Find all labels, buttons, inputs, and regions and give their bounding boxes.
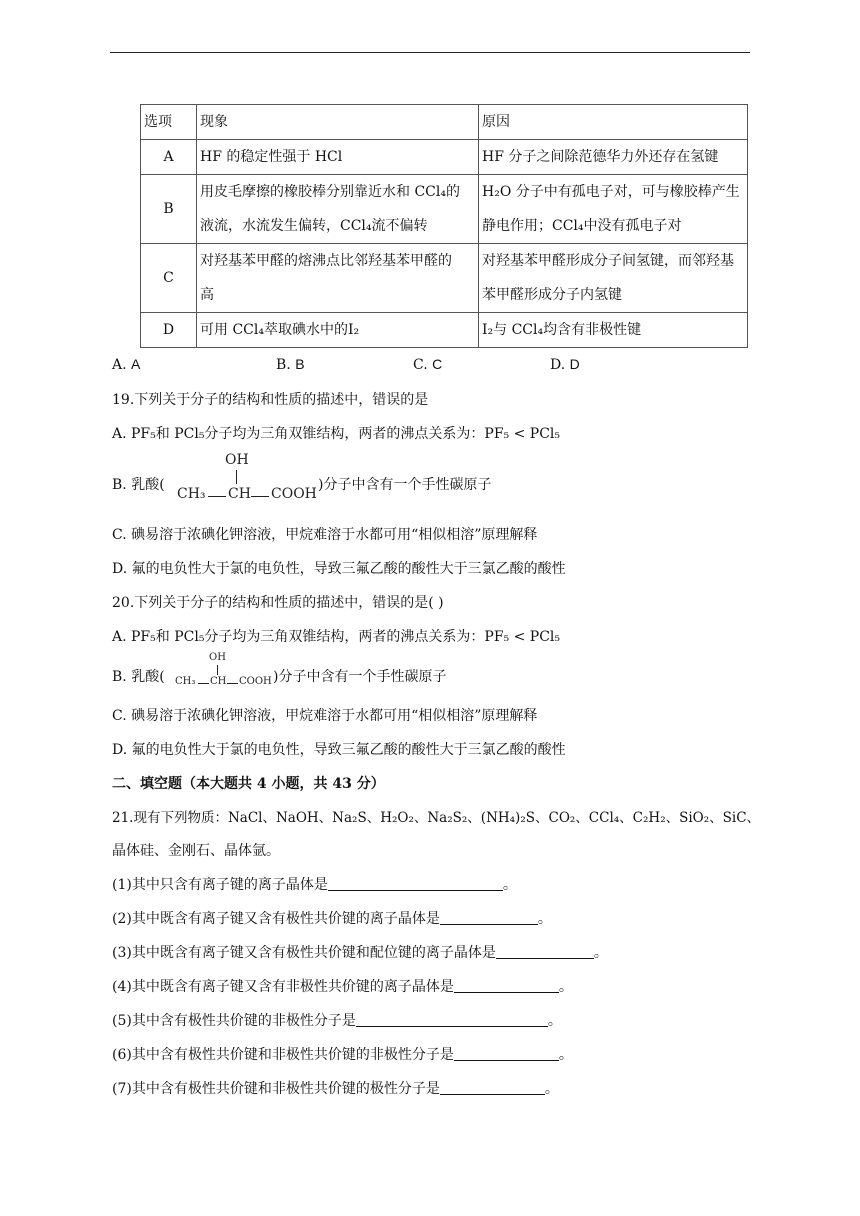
lactic-acid-structure-small (175, 652, 275, 692)
q20-stem: 20.下列关于分子的结构和性质的描述中，错误的是( ) (112, 595, 444, 611)
q20-option-d: D. 氟的电负性大于氯的电负性，导致三氟乙酸的酸性大于三氯乙酸的酸性 (112, 742, 566, 758)
item-end: 。 (558, 1047, 573, 1063)
q20-option-b-post: )分子中含有一个手性碳原子 (273, 669, 447, 685)
q21-item-7 (112, 1078, 559, 1098)
phenomenon-line: 高 (200, 287, 214, 303)
table-header-row (141, 105, 748, 140)
reason-line: 对羟基苯甲醛形成分子间氢键，而邻羟基 (482, 253, 734, 269)
choice-value: D (569, 356, 580, 372)
bond-vertical (236, 470, 237, 484)
item-text: (3)其中既含有离子键又含有极性共价键和配位键的离子晶体是 (112, 945, 496, 961)
phenomenon-cell (197, 175, 479, 244)
header-reason: 原因 (479, 105, 748, 140)
option-label: B (141, 175, 197, 244)
bond-horizontal (227, 683, 238, 684)
choice-c[interactable] (413, 356, 442, 373)
choice-label: D. (550, 357, 566, 373)
reason-line: H₂O 分子中有孤电子对，可与橡胶棒产生 (482, 184, 740, 200)
q19-stem: 19.下列关于分子的结构和性质的描述中，错误的是 (112, 392, 429, 408)
header-option: 选项 (141, 105, 197, 140)
item-text: (2)其中既含有离子键又含有极性共价键的离子晶体是 (112, 911, 440, 927)
bond-horizontal (251, 496, 269, 497)
q19-option-b-post: )分子中含有一个手性碳原子 (318, 477, 492, 493)
q21-item-3 (112, 942, 608, 962)
section-title: 二、填空题（本大题共 4 小题，共 43 分） (112, 776, 385, 792)
reason-cell (479, 244, 748, 313)
answer-blank[interactable] (454, 977, 559, 993)
q20-option-a: A. PF₅和 PCl₅分子均为三角双锥结构，两者的沸点关系为：PF₅ < PCl₅ (112, 629, 561, 645)
choice-label: C. (413, 357, 428, 373)
phenomenon-line: 液流，水流发生偏转，CCl₄流不偏转 (200, 218, 428, 234)
table-row (141, 175, 748, 244)
item-text: (5)其中含有极性共价键的非极性分子是 (112, 1013, 356, 1029)
cooh-group: COOH (239, 676, 272, 687)
choice-a[interactable] (112, 356, 140, 373)
table-row (141, 140, 748, 175)
phenomenon-line: 用皮毛摩擦的橡胶棒分别靠近水和 CCl₄的 (200, 184, 460, 200)
q21-stem-line1: 21.现有下列物质：NaCl、NaOH、Na₂S、H₂O₂、Na₂S₂、(NH₄)₂S、CO₂、CCl₄、C₂H₂、SiO₂、SiC、 (112, 810, 761, 826)
oh-group: OH (225, 452, 249, 468)
q21-item-4 (112, 976, 573, 996)
reason-cell (479, 140, 748, 175)
q19-option-b-pre: B. 乳酸( (112, 477, 165, 493)
answer-blank[interactable] (440, 1079, 545, 1095)
bond-vertical (217, 665, 218, 675)
ch-group: CH (228, 486, 251, 502)
phenomenon-cell (197, 244, 479, 313)
ch3-group: CH₃ (177, 486, 206, 502)
bond-horizontal (208, 496, 226, 497)
item-end: 。 (547, 1013, 562, 1029)
cooh-group: COOH (271, 486, 317, 502)
option-label: C (141, 244, 197, 313)
q19-option-c: C. 碘易溶于浓碘化钾溶液，甲烷难溶于水都可用“相似相溶”原理解释 (112, 527, 538, 543)
item-text: (6)其中含有极性共价键和非极性共价键的非极性分子是 (112, 1047, 454, 1063)
options-table (140, 104, 748, 348)
table-row (141, 244, 748, 313)
answer-blank[interactable] (440, 909, 538, 925)
item-end: 。 (593, 945, 608, 961)
q21-item-6 (112, 1044, 573, 1064)
reason-line: 静电作用；CCl₄中没有孤电子对 (482, 218, 682, 234)
choice-label: A. (112, 357, 127, 373)
reason-line: HF 分子之间除范德华力外还存在氢键 (482, 149, 719, 165)
answer-blank[interactable] (356, 1011, 548, 1027)
q21-item-1 (112, 874, 517, 894)
item-text: (1)其中只含有离子键的离子晶体是 (112, 877, 328, 893)
table-row (141, 313, 748, 348)
lactic-acid-structure (175, 450, 320, 506)
answer-blank[interactable] (328, 875, 503, 891)
choice-d[interactable] (550, 356, 580, 373)
phenomenon-cell (197, 313, 479, 348)
item-end: 。 (537, 911, 552, 927)
q21-stem-line2: 晶体硅、金刚石、晶体氩。 (112, 843, 280, 859)
item-end: 。 (502, 877, 517, 893)
oh-group: OH (209, 652, 226, 663)
option-label: D (141, 313, 197, 348)
q21-item-5 (112, 1010, 562, 1030)
bond-horizontal (198, 683, 209, 684)
item-text: (7)其中含有极性共价键和非极性共价键的极性分子是 (112, 1081, 440, 1097)
item-text: (4)其中既含有离子键又含有非极性共价键的离子晶体是 (112, 979, 454, 995)
header-phenomenon: 现象 (197, 105, 479, 140)
choice-value: B (295, 356, 305, 372)
phenomenon-cell (197, 140, 479, 175)
q20-option-c: C. 碘易溶于浓碘化钾溶液，甲烷难溶于水都可用“相似相溶”原理解释 (112, 708, 538, 724)
q20-option-b-pre: B. 乳酸( (112, 669, 165, 685)
phenomenon-line: 对羟基苯甲醛的熔沸点比邻羟基苯甲醛的 (200, 253, 452, 269)
ch-group: CH (210, 676, 227, 687)
reason-line: I₂与 CCl₄均含有非极性键 (482, 322, 642, 338)
choice-label: B. (276, 357, 291, 373)
option-label: A (141, 140, 197, 175)
choice-b[interactable] (276, 356, 305, 373)
q19-option-d: D. 氟的电负性大于氯的电负性，导致三氟乙酸的酸性大于三氯乙酸的酸性 (112, 561, 566, 577)
header-rule (110, 52, 750, 53)
q19-option-a: A. PF₅和 PCl₅分子均为三角双锥结构，两者的沸点关系为：PF₅ < PCl₅ (112, 426, 561, 442)
phenomenon-line: HF 的稳定性强于 HCl (200, 149, 343, 165)
q21-item-2 (112, 908, 552, 928)
answer-blank[interactable] (496, 943, 594, 959)
ch3-group: CH₃ (175, 676, 196, 687)
answer-blank[interactable] (454, 1045, 559, 1061)
reason-cell (479, 175, 748, 244)
reason-cell (479, 313, 748, 348)
item-end: 。 (544, 1081, 559, 1097)
choice-value: C (432, 356, 443, 372)
choice-value: A (131, 356, 141, 372)
item-end: 。 (558, 979, 573, 995)
reason-line: 苯甲醛形成分子内氢键 (482, 287, 622, 303)
phenomenon-line: 可用 CCl₄萃取碘水中的I₂ (200, 322, 360, 338)
